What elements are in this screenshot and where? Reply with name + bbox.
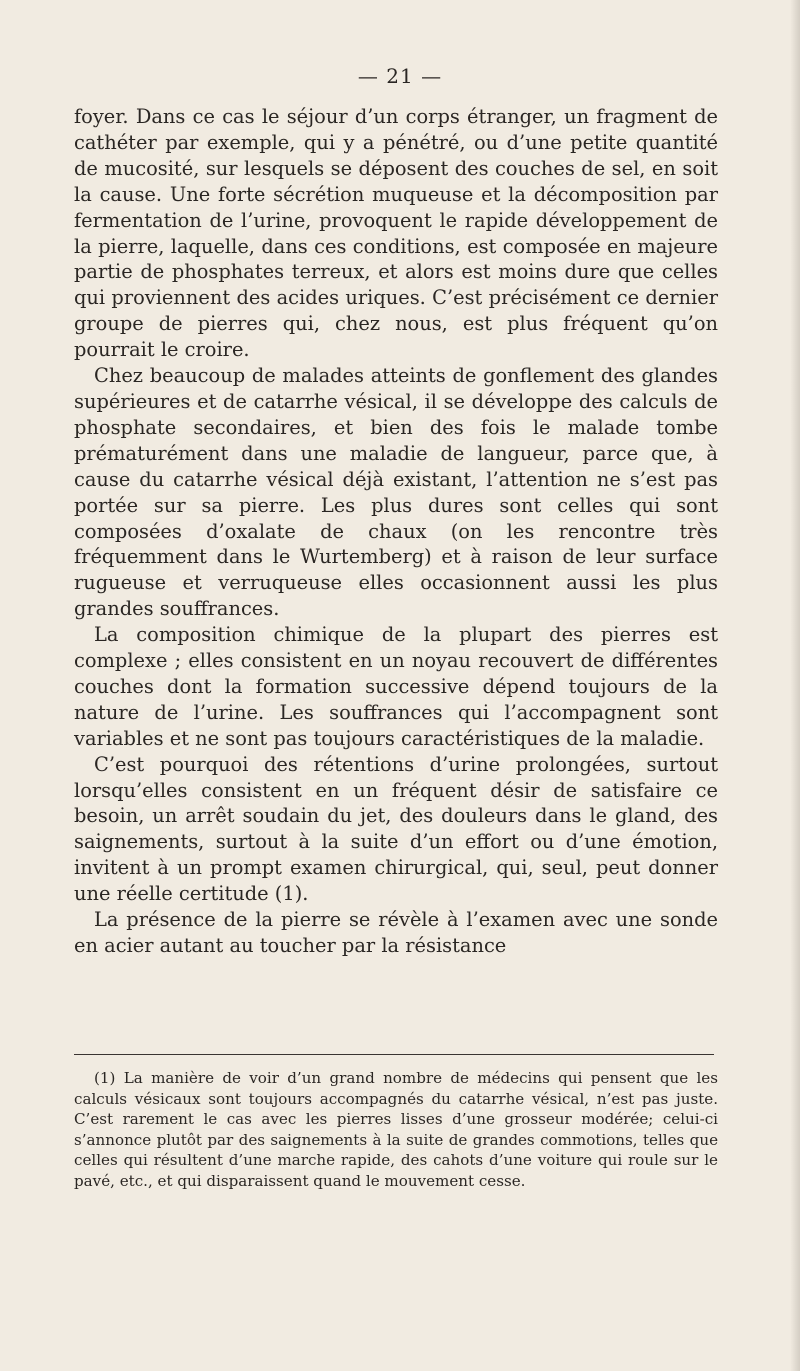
paragraph-1: foyer. Dans ce cas le séjour d’un corps étranger, un fragment de cathéter par exemple, qui y a pénétré, ou d’une petite quantité de mucosité, sur lesquels se déposent des couches de sel, en soit la cause. Une forte sécrétion muqueuse et la décomposition par fermentation de l’urine, provoquent le rapide développement de la pierre, laquelle, dans ces conditions, est composée en majeure partie de phosphates terreux, et alors est moins dure que celles qui proviennent des acides uriques. C’est précisément ce dernier groupe de pierres qui, chez nous, est plus fréquent qu’on pourrait le croire. <box>74 105 718 362</box>
paragraph-4: C’est pourquoi des rétentions d’urine prolongées, surtout lorsqu’elles consistent en un fréquent désir de satisfaire ce besoin, un arrêt soudain du jet, des douleurs dans le gland, des saignements, surtout à la suite d’un effort ou d’une émotion, invitent à un prompt examen chirurgical, qui, seul, peut donner une réelle certitude (1). <box>74 752 718 906</box>
footnote-divider <box>74 1054 714 1055</box>
paragraph-5: La présence de la pierre se révèle à l’examen avec une sonde en acier autant au toucher par la résistance <box>74 908 718 957</box>
body-text <box>74 104 718 959</box>
page-edge-shadow <box>790 0 800 1371</box>
footnote: (1) La manière de voir d’un grand nombre de médecins qui pensent que les calculs vésicaux sont toujours accompagnés du catarrhe vésical, n’est pas juste. C’est rarement le cas avec les pierres lisses d’une grosseur modérée; celui-ci s’annonce plutôt par des saignements à la suite de grandes commotions, telles que celles qui résultent d’une marche rapide, des cahots d’une voiture qui roule sur le pavé, etc., et qui disparaissent quand le mouvement cesse. <box>74 1069 718 1190</box>
page-number: — 21 — <box>357 64 443 88</box>
paragraph-3: La composition chimique de la plupart des pierres est complexe ; elles consistent en un noyau recouvert de différentes couches dont la formation successive dépend toujours de la nature de l’urine. Les souffrances qui l’accompagnent sont variables et ne sont pas toujours caractéristiques de la maladie. <box>74 623 718 750</box>
paragraph-2: Chez beaucoup de malades atteints de gonflement des glandes supérieures et de catarrhe vésical, il se développe des calculs de phosphate secondaires, et bien des fois le malade tombe prématurément dans une maladie de langueur, parce que, à cause du catarrhe vésical déjà existant, l’attention ne s’est pas portée sur sa pierre. Les plus dures sont celles qui sont composées d’oxalate de chaux (on les rencontre très fréquemment dans le Wurtemberg) et à raison de leur surface rugueuse et verruqueuse elles occasionnent aussi les plus grandes souffrances. <box>74 364 718 621</box>
